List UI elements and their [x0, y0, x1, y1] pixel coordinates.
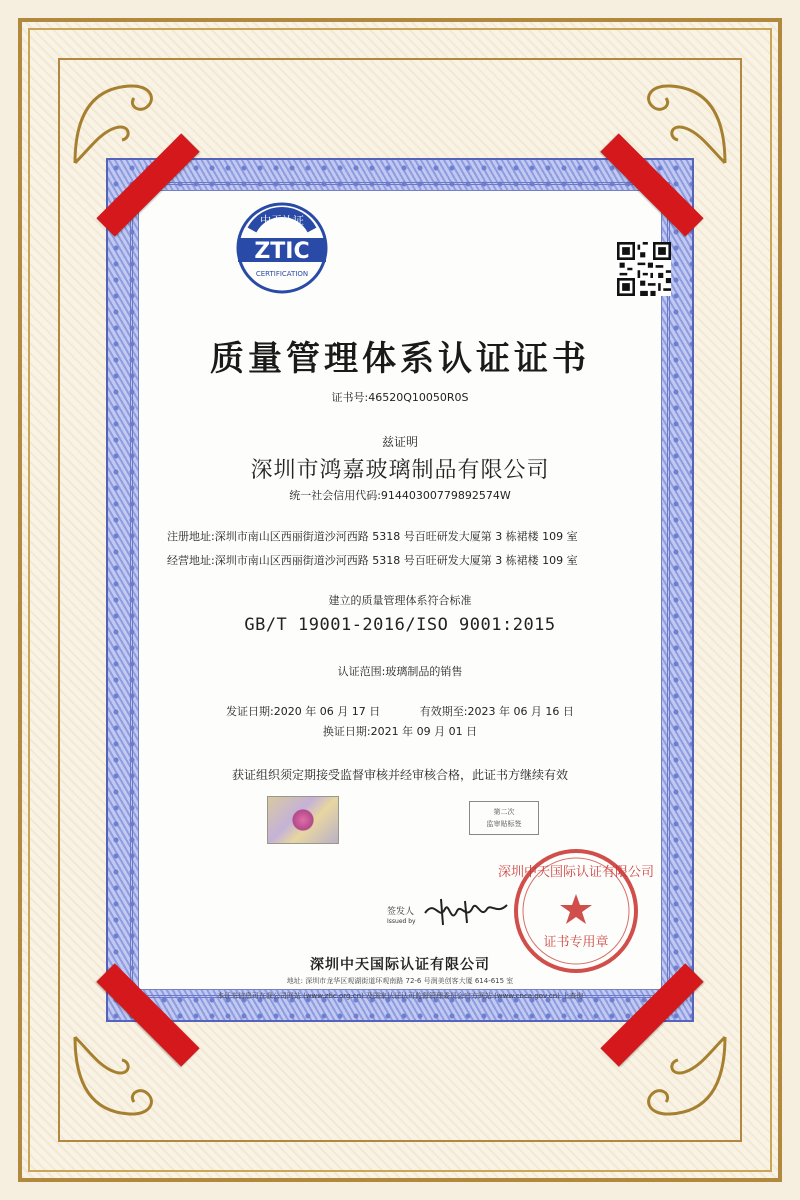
scroll-ornament-icon — [70, 78, 160, 168]
scroll-ornament-icon — [70, 1032, 160, 1122]
credit-code: 统一社会信用代码:91440300779892574W — [289, 489, 511, 502]
issue-date: 发证日期:2020 年 06 月 17 日 — [226, 705, 381, 718]
validity-notice: 获证组织须定期接受监督审核并经审核合格，此证书方继续有效 — [231, 768, 568, 782]
svg-text:证书专用章: 证书专用章 — [543, 935, 609, 950]
standard-label: 建立的质量管理体系符合标准 — [328, 594, 472, 607]
qr-code-icon — [617, 242, 671, 296]
audit-box-line2: 监审贴标签 — [486, 820, 522, 828]
svg-text:中天认证: 中天认证 — [260, 214, 304, 227]
certification-scope: 认证范围:玻璃制品的销售 — [337, 665, 463, 678]
audit-label-box — [469, 801, 539, 835]
handwritten-signature — [421, 891, 511, 931]
scroll-ornament-icon — [640, 78, 730, 168]
scroll-ornament-icon — [640, 1032, 730, 1122]
audit-box-line1: 第二次 — [493, 808, 515, 816]
hologram-sticker — [267, 796, 339, 844]
valid-until: 有效期至:2023 年 06 月 16 日 — [419, 705, 574, 718]
issuer-address: 地址: 深圳市龙华区观湖街道环观南路 72-6 号润美创客大厦 614-615 室 — [286, 977, 514, 985]
svg-text:深圳中天国际认证有限公司: 深圳中天国际认证有限公司 — [497, 865, 655, 880]
signer-label — [387, 907, 416, 927]
svg-text:CERTIFICATION: CERTIFICATION — [255, 270, 309, 278]
signer-label-en: Issued by — [387, 918, 416, 925]
certificate — [106, 158, 694, 1022]
svg-text:ZTIC: ZTIC — [254, 239, 310, 264]
dates-row — [139, 703, 661, 719]
ztic-logo — [232, 200, 332, 295]
registered-address: 注册地址:深圳市南山区西丽街道沙河西路 5318 号百旺研发大厦第 3 栋裙楼 109 室 — [167, 530, 578, 543]
verification-note: 本证书信息可在我公司网站 (www.ztic.org.cn) 及国家认证认可监督管理委员会官方网站 (www.cnca.gov.cn) 上查询 — [216, 992, 584, 1000]
certificate-body — [138, 190, 662, 1000]
standard-code: GB/T 19001-2016/ISO 9001:2015 — [244, 615, 556, 635]
hereby-label: 兹证明 — [381, 435, 418, 449]
certificate-number: 证书号:46520Q10050R0S — [331, 391, 469, 404]
company-name: 深圳市鸿嘉玻璃制品有限公司 — [250, 458, 550, 483]
signer-label-cn: 签发人 — [387, 907, 415, 917]
certificate-title: 质量管理体系认证证书 — [210, 339, 590, 379]
issuer-name: 深圳中天国际认证有限公司 — [310, 957, 490, 973]
renewal-date: 换证日期:2021 年 09 月 01 日 — [322, 725, 478, 738]
business-address: 经营地址:深圳市南山区西丽街道沙河西路 5318 号百旺研发大厦第 3 栋裙楼 109 室 — [167, 554, 578, 567]
